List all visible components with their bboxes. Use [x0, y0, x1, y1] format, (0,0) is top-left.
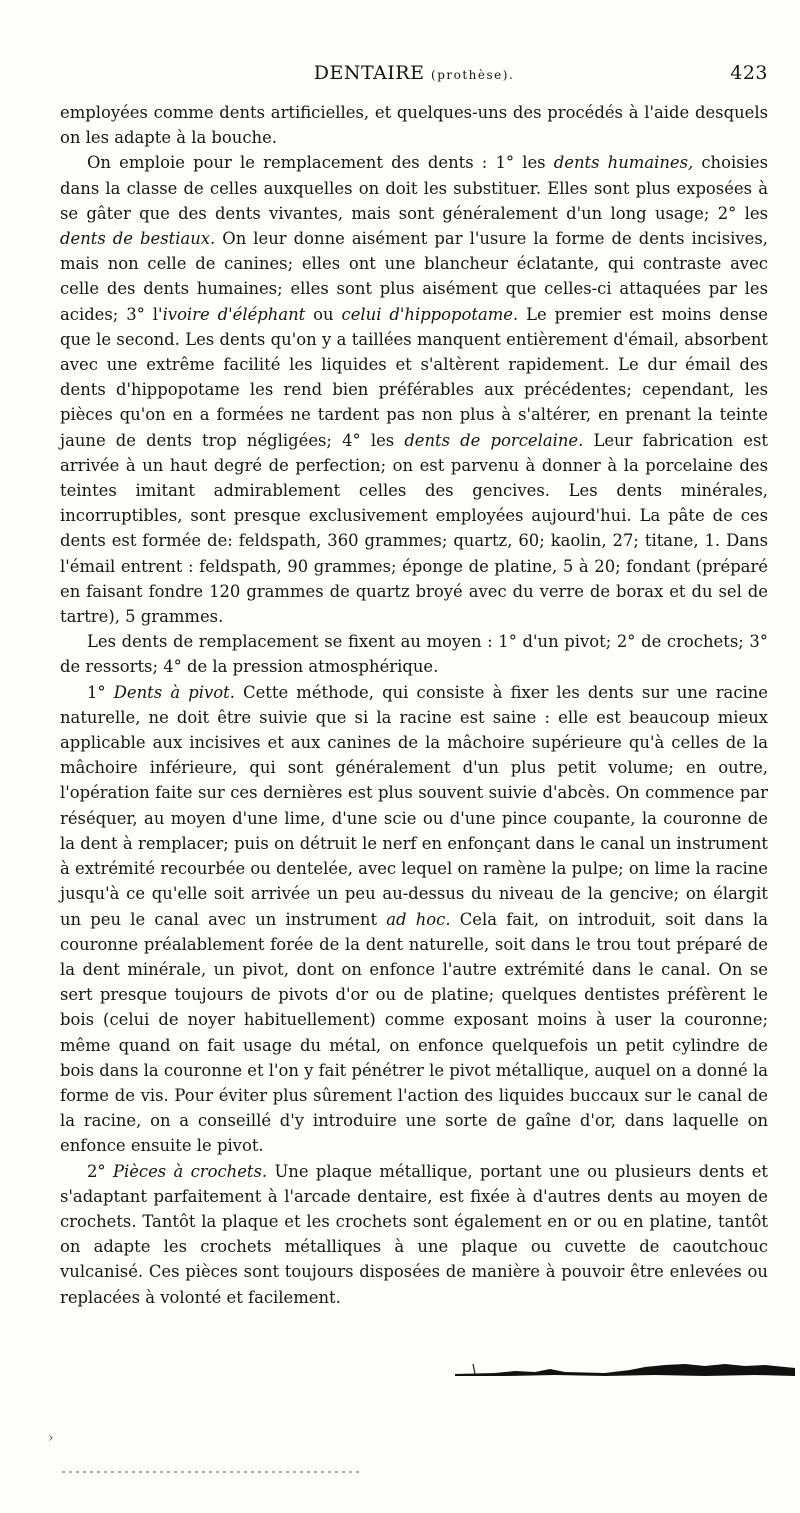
emphasis-ad-hoc: ad hoc.: [386, 909, 451, 929]
emphasis-dents-humaines: dents humaines,: [553, 153, 694, 173]
emphasis-porcelaine: dents de porcelaine.: [404, 430, 584, 450]
text-run: Leur fabrication est arrivée à un haut degré de perfection; on est parvenu à donner à la porcelaine des teintes imitant admirablement celles des gencives. Les dents minérales, incorruptibles, sont presque exclusivement employées aujourd'hui. La pâte de ces dents est formée de: feldspath, 360 grammes; quartz, 60; kaolin, 27; titane, 1. Dans l'émail entrent : feldspath, 90 grammes; éponge de platine, 5 à 20; fondant (préparé en faisant fondre 120 grammes de quartz broyé avec du verre de borax et du sel de tartre), 5 grammes.: [60, 430, 768, 627]
section-number: 2°: [87, 1161, 113, 1181]
paragraph-materials: [60, 150, 768, 629]
text-run: ou: [305, 304, 342, 324]
text-run: Cette méthode, qui consiste à fixer les dents sur une racine naturelle, ne doit être suivie que si la racine est saine : elle est beaucoup mieux applicable aux incisives et aux canines de la mâchoire supérieure qu'à celles de la mâchoire inférieure, qui sont généralement d'un plus petit volume; en outre, l'opération faite sur ces dernières est plus souvent suivie d'abcès. On commence par réséquer, au moyen d'une lime, d'une scie ou d'une pince coupante, la couronne de la dent à remplacer; puis on détruit le nerf en enfonçant dans le canal un instrument à extrémité recourbée ou dentelée, avec lequel on ramène la pulpe; on lime la racine jusqu'à ce qu'elle soit arrivée un peu au-dessus du niveau de la gencive; on élargit un peu le canal avec un instrument: [60, 682, 769, 929]
paragraph-text: Les dents de remplacement se fixent au moyen : 1° d'un pivot; 2° de crochets; 3° de ressorts; 4° de la pression atmosphérique.: [60, 632, 768, 677]
text-run: Une plaque métallique, portant une ou plusieurs dents et s'adaptant parfaitement à l'arcade dentaire, est fixée à d'autres dents au moyen de crochets. Tantôt la plaque et les crochets sont également en or ou en platine, tantôt on adapte les crochets métalliques à une plaque ou cuvette de caoutchouc vulcanisé. Ces pièces sont toujours disposées de manière à pouvoir être enlevées ou replacées à volonté et facilement.: [60, 1161, 769, 1307]
text-run: choisies dans la classe de celles auxquelles on doit les substituer. Elles sont plus exposées à se gâter que des dents vivantes, mais sont généralement d'un long usage; 2° les: [60, 153, 768, 223]
margin-mark: ›: [48, 1430, 54, 1446]
running-title-sub: (prothèse).: [431, 68, 515, 82]
ornamental-end-rule: [455, 1360, 795, 1378]
text-run: Cela fait, on introduit, soit dans la couronne préalablement forée de la dent naturelle, soit dans le trou tout préparé de la dent minérale, un pivot, dont on enfonce l'autre extrémité dans le canal. On se sert presque toujours de pivots d'or ou de platine; quelques dentistes préfèrent le bois (celui de noyer habituellement) comme exposant moins à user la couronne; même quand on fait usage du métal, on enfonce quelquefois un petit cylindre de bois dans la couronne et l'on y fait pénétrer le pivot métallique, auquel on a donné la forme de vis. Pour éviter plus sûrement l'action des liquides buccaux sur le canal de la racine, on a conseillé d'y introduire une sorte de gaîne d'or, dans laquelle on enfonce ensuite le pivot.: [60, 909, 768, 1156]
emphasis-ivoire: ivoire d'éléphant: [162, 304, 306, 324]
emphasis-hippopotame: celui d'hippopotame.: [341, 304, 519, 324]
running-title-main: DENTAIRE: [313, 62, 425, 84]
paragraph-dents-a-pivot: [60, 680, 768, 1159]
running-title: [60, 62, 768, 84]
paragraph-continuation: [60, 100, 768, 150]
paragraph-fixation: [60, 629, 768, 679]
section-number: 1°: [87, 682, 114, 702]
paragraph-pieces-a-crochets: [60, 1159, 768, 1310]
page-header: [60, 62, 768, 96]
text-run: On leur donne aisément par l'usure la forme de dents incisives, mais non celle de canines; elles ont une blancheur éclatante, qui contraste avec celle des dents humaines; elles sont plus aisément que celles-ci attaquées par les acides; 3° l': [60, 229, 768, 324]
text-run: On emploie pour le remplacement des dents : 1° les: [87, 153, 554, 173]
section-heading-dents-a-pivot: Dents à pivot.: [113, 682, 235, 702]
emphasis-dents-bestiaux: dents de bestiaux.: [60, 229, 216, 249]
paragraph-text: employées comme dents artificielles, et quelques-uns des procédés à l'aide desquels on les adapte à la bouche.: [60, 103, 768, 148]
body-text: [60, 100, 768, 1310]
text-run: Le premier est moins dense que le second. Les dents qu'on y a taillées manquent entièrement d'émail, absorbent avec une extrême facilité les liquides et s'altèrent rapidement. Le dur émail des dents d'hippopotame les rend bien préférables aux précédentes; cependant, les pièces qu'on en a formées ne tardent pas non plus à s'altérer, en prenant la teinte jaune de dents trop négligées; 4° les: [60, 304, 768, 450]
dotted-footer-rule: [62, 1470, 362, 1474]
section-heading-pieces-a-crochets: Pièces à crochets.: [112, 1161, 268, 1181]
page-number: 423: [730, 62, 768, 84]
